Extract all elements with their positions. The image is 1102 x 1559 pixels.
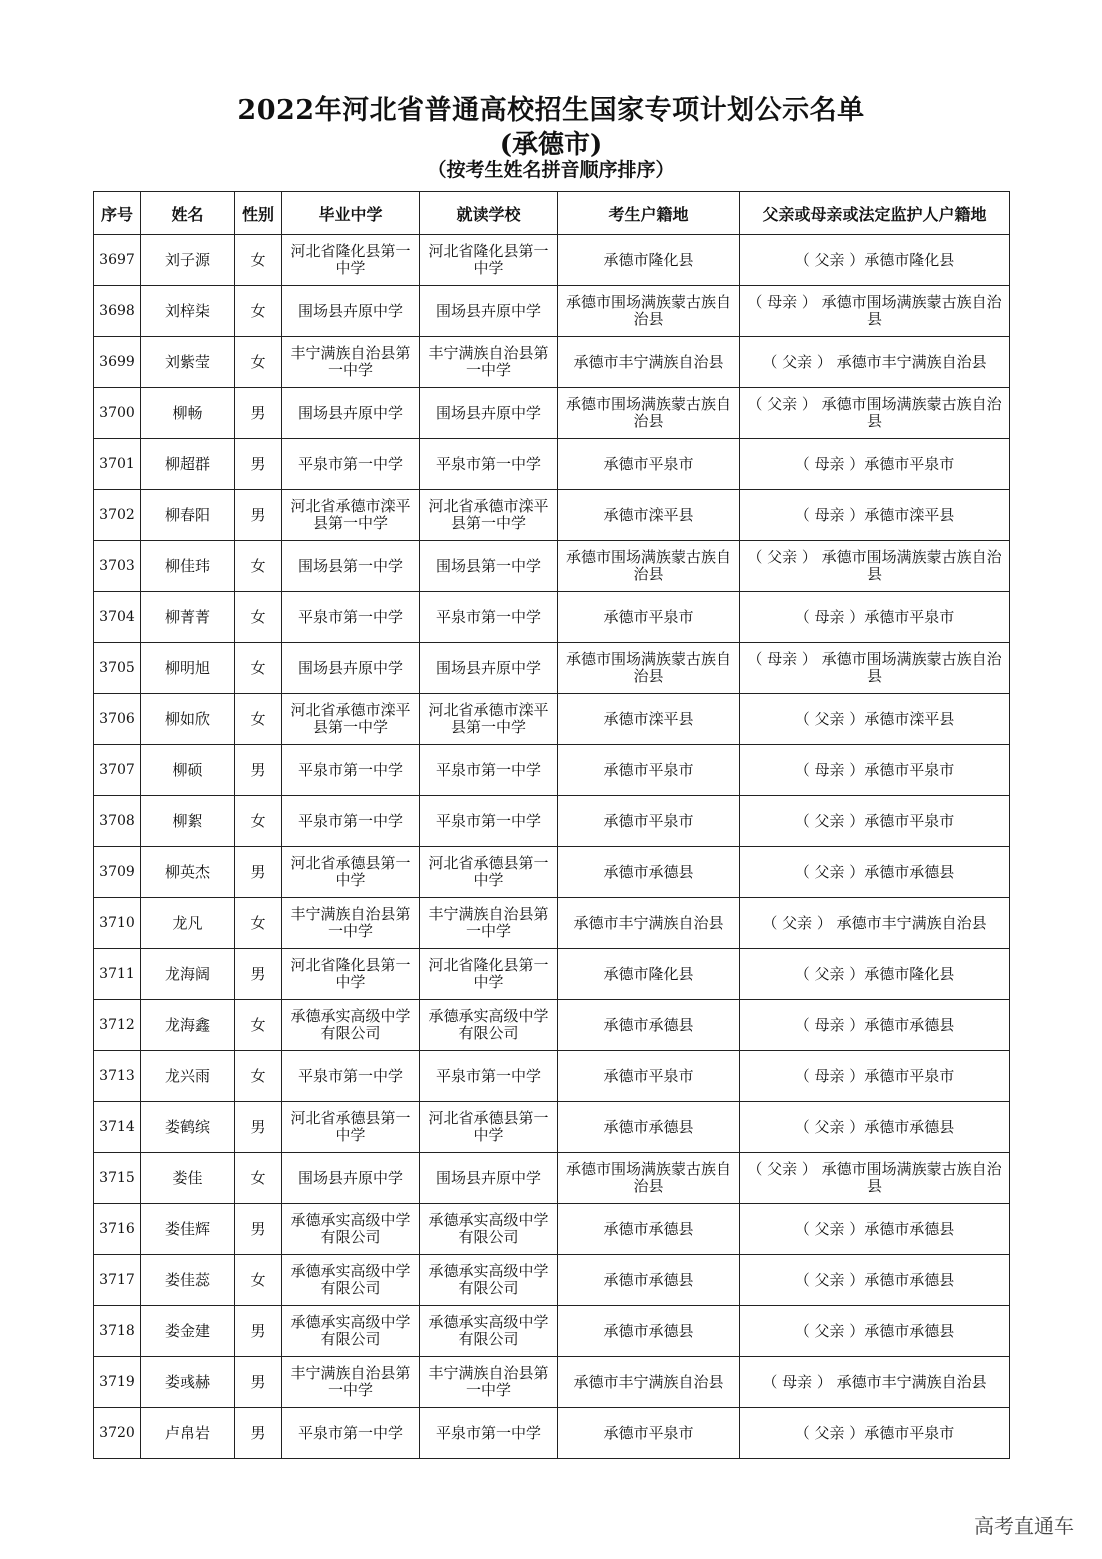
header-no: 序号: [94, 192, 141, 235]
cell-current-school: 围场县卉原中学: [420, 1153, 558, 1204]
cell-no: 3712: [94, 1000, 141, 1051]
cell-hukou: 承德市滦平县: [558, 490, 740, 541]
cell-name: 柳春阳: [141, 490, 235, 541]
cell-no: 3710: [94, 898, 141, 949]
table-row: [94, 1102, 1010, 1153]
cell-no: 3704: [94, 592, 141, 643]
cell-current-school: 围场县卉原中学: [420, 643, 558, 694]
cell-gender: 女: [235, 898, 282, 949]
cell-name: 柳超群: [141, 439, 235, 490]
cell-grad-school: 河北省承德市滦平县第一中学: [282, 694, 420, 745]
cell-grad-school: 围场县卉原中学: [282, 1153, 420, 1204]
cell-parent-hukou: （ 父亲 ） 承德市丰宁满族自治县: [740, 337, 1010, 388]
cell-grad-school: 河北省承德县第一中学: [282, 1102, 420, 1153]
cell-name: 刘紫莹: [141, 337, 235, 388]
cell-grad-school: 承德承实高级中学有限公司: [282, 1255, 420, 1306]
table-row: [94, 898, 1010, 949]
cell-name: 柳絮: [141, 796, 235, 847]
cell-name: 娄佳: [141, 1153, 235, 1204]
cell-no: 3702: [94, 490, 141, 541]
cell-gender: 男: [235, 388, 282, 439]
cell-current-school: 河北省隆化县第一中学: [420, 949, 558, 1000]
cell-hukou: 承德市滦平县: [558, 694, 740, 745]
cell-name: 娄金建: [141, 1306, 235, 1357]
cell-parent-hukou: （ 父亲 ）承德市承德县: [740, 1204, 1010, 1255]
cell-grad-school: 围场县卉原中学: [282, 388, 420, 439]
cell-current-school: 围场县卉原中学: [420, 388, 558, 439]
cell-current-school: 平泉市第一中学: [420, 796, 558, 847]
cell-current-school: 平泉市第一中学: [420, 1051, 558, 1102]
cell-no: 3715: [94, 1153, 141, 1204]
table-row: [94, 1357, 1010, 1408]
cell-name: 龙兴雨: [141, 1051, 235, 1102]
cell-gender: 男: [235, 1408, 282, 1459]
cell-name: 柳硕: [141, 745, 235, 796]
cell-current-school: 承德承实高级中学有限公司: [420, 1255, 558, 1306]
cell-current-school: 平泉市第一中学: [420, 439, 558, 490]
table-row: [94, 1306, 1010, 1357]
cell-no: 3713: [94, 1051, 141, 1102]
cell-gender: 女: [235, 1255, 282, 1306]
cell-grad-school: 围场县第一中学: [282, 541, 420, 592]
table-row: [94, 1000, 1010, 1051]
cell-no: 3709: [94, 847, 141, 898]
table-row: [94, 1204, 1010, 1255]
cell-no: 3706: [94, 694, 141, 745]
table-row: [94, 592, 1010, 643]
cell-hukou: 承德市围场满族蒙古族自治县: [558, 1153, 740, 1204]
cell-no: 3717: [94, 1255, 141, 1306]
cell-current-school: 河北省承德县第一中学: [420, 847, 558, 898]
cell-parent-hukou: （ 父亲 ）承德市隆化县: [740, 949, 1010, 1000]
cell-no: 3703: [94, 541, 141, 592]
cell-gender: 女: [235, 235, 282, 286]
table-row: [94, 286, 1010, 337]
cell-hukou: 承德市隆化县: [558, 949, 740, 1000]
cell-gender: 男: [235, 1306, 282, 1357]
cell-gender: 女: [235, 1051, 282, 1102]
cell-hukou: 承德市平泉市: [558, 439, 740, 490]
cell-no: 3714: [94, 1102, 141, 1153]
cell-current-school: 丰宁满族自治县第一中学: [420, 337, 558, 388]
cell-no: 3707: [94, 745, 141, 796]
table-row: [94, 949, 1010, 1000]
cell-parent-hukou: （ 母亲 ）承德市平泉市: [740, 745, 1010, 796]
cell-no: 3718: [94, 1306, 141, 1357]
cell-parent-hukou: （ 父亲 ）承德市隆化县: [740, 235, 1010, 286]
cell-parent-hukou: （ 父亲 ） 承德市围场满族蒙古族自治县: [740, 388, 1010, 439]
cell-gender: 男: [235, 1357, 282, 1408]
cell-parent-hukou: （ 母亲 ）承德市承德县: [740, 1000, 1010, 1051]
cell-parent-hukou: （ 母亲 ） 承德市围场满族蒙古族自治县: [740, 643, 1010, 694]
cell-hukou: 承德市承德县: [558, 1306, 740, 1357]
table-row: [94, 796, 1010, 847]
cell-grad-school: 平泉市第一中学: [282, 745, 420, 796]
cell-no: 3698: [94, 286, 141, 337]
cell-name: 卢帛岩: [141, 1408, 235, 1459]
cell-parent-hukou: （ 父亲 ） 承德市围场满族蒙古族自治县: [740, 541, 1010, 592]
cell-grad-school: 承德承实高级中学有限公司: [282, 1000, 420, 1051]
cell-name: 柳佳玮: [141, 541, 235, 592]
document-subtitle-city: (承德市): [499, 130, 603, 160]
table-row: [94, 541, 1010, 592]
roster-table: [93, 191, 1010, 1459]
cell-parent-hukou: （ 母亲 ）承德市平泉市: [740, 1051, 1010, 1102]
cell-hukou: 承德市承德县: [558, 1000, 740, 1051]
cell-name: 娄彧赫: [141, 1357, 235, 1408]
cell-current-school: 河北省承德市滦平县第一中学: [420, 694, 558, 745]
cell-parent-hukou: （ 父亲 ） 承德市丰宁满族自治县: [740, 898, 1010, 949]
cell-grad-school: 河北省隆化县第一中学: [282, 235, 420, 286]
cell-grad-school: 河北省承德市滦平县第一中学: [282, 490, 420, 541]
header-parent-hukou: 父亲或母亲或法定监护人户籍地: [740, 192, 1010, 235]
cell-gender: 女: [235, 1000, 282, 1051]
cell-gender: 男: [235, 439, 282, 490]
cell-grad-school: 丰宁满族自治县第一中学: [282, 337, 420, 388]
cell-gender: 男: [235, 1102, 282, 1153]
cell-name: 刘子源: [141, 235, 235, 286]
table-row: [94, 1255, 1010, 1306]
table-row: [94, 847, 1010, 898]
table-row: [94, 1153, 1010, 1204]
header-grad-school: 毕业中学: [282, 192, 420, 235]
cell-no: 3719: [94, 1357, 141, 1408]
header-name: 姓名: [141, 192, 235, 235]
table-row: [94, 745, 1010, 796]
cell-name: 娄佳蕊: [141, 1255, 235, 1306]
cell-gender: 男: [235, 490, 282, 541]
cell-gender: 男: [235, 949, 282, 1000]
cell-name: 柳菁菁: [141, 592, 235, 643]
cell-parent-hukou: （ 父亲 ）承德市承德县: [740, 847, 1010, 898]
cell-hukou: 承德市围场满族蒙古族自治县: [558, 643, 740, 694]
table-row: [94, 439, 1010, 490]
cell-hukou: 承德市丰宁满族自治县: [558, 1357, 740, 1408]
cell-current-school: 平泉市第一中学: [420, 592, 558, 643]
table-header-row: [94, 192, 1010, 235]
cell-gender: 女: [235, 541, 282, 592]
cell-no: 3699: [94, 337, 141, 388]
cell-name: 柳明旭: [141, 643, 235, 694]
cell-current-school: 河北省承德市滦平县第一中学: [420, 490, 558, 541]
cell-gender: 女: [235, 337, 282, 388]
cell-name: 龙凡: [141, 898, 235, 949]
table-row: [94, 235, 1010, 286]
cell-parent-hukou: （ 母亲 ） 承德市围场满族蒙古族自治县: [740, 286, 1010, 337]
cell-current-school: 丰宁满族自治县第一中学: [420, 1357, 558, 1408]
cell-grad-school: 平泉市第一中学: [282, 1408, 420, 1459]
cell-parent-hukou: （ 父亲 ）承德市承德县: [740, 1255, 1010, 1306]
cell-parent-hukou: （ 母亲 ） 承德市丰宁满族自治县: [740, 1357, 1010, 1408]
cell-parent-hukou: （ 母亲 ）承德市平泉市: [740, 439, 1010, 490]
table-row: [94, 337, 1010, 388]
cell-current-school: 承德承实高级中学有限公司: [420, 1204, 558, 1255]
cell-name: 柳畅: [141, 388, 235, 439]
cell-name: 龙海阔: [141, 949, 235, 1000]
cell-name: 娄佳辉: [141, 1204, 235, 1255]
document-subtitle-sort-note: （按考生姓名拼音顺序排序）: [427, 159, 675, 181]
cell-grad-school: 平泉市第一中学: [282, 1051, 420, 1102]
cell-no: 3701: [94, 439, 141, 490]
cell-gender: 女: [235, 592, 282, 643]
cell-no: 3708: [94, 796, 141, 847]
cell-hukou: 承德市承德县: [558, 1255, 740, 1306]
cell-hukou: 承德市承德县: [558, 1204, 740, 1255]
cell-grad-school: 河北省承德县第一中学: [282, 847, 420, 898]
table-row: [94, 1051, 1010, 1102]
cell-gender: 女: [235, 643, 282, 694]
cell-hukou: 承德市隆化县: [558, 235, 740, 286]
cell-grad-school: 平泉市第一中学: [282, 592, 420, 643]
cell-no: 3697: [94, 235, 141, 286]
cell-current-school: 河北省隆化县第一中学: [420, 235, 558, 286]
cell-hukou: 承德市围场满族蒙古族自治县: [558, 286, 740, 337]
cell-no: 3705: [94, 643, 141, 694]
cell-hukou: 承德市承德县: [558, 1102, 740, 1153]
table-row: [94, 1408, 1010, 1459]
cell-gender: 女: [235, 1153, 282, 1204]
table-row: [94, 388, 1010, 439]
cell-current-school: 河北省承德县第一中学: [420, 1102, 558, 1153]
cell-hukou: 承德市丰宁满族自治县: [558, 898, 740, 949]
cell-parent-hukou: （ 母亲 ）承德市滦平县: [740, 490, 1010, 541]
cell-gender: 女: [235, 694, 282, 745]
cell-grad-school: 平泉市第一中学: [282, 796, 420, 847]
cell-name: 娄鹤缤: [141, 1102, 235, 1153]
cell-parent-hukou: （ 父亲 ）承德市平泉市: [740, 1408, 1010, 1459]
cell-hukou: 承德市平泉市: [558, 1051, 740, 1102]
cell-hukou: 承德市围场满族蒙古族自治县: [558, 541, 740, 592]
header-gender: 性别: [235, 192, 282, 235]
cell-grad-school: 丰宁满族自治县第一中学: [282, 898, 420, 949]
cell-current-school: 平泉市第一中学: [420, 1408, 558, 1459]
cell-name: 柳如欣: [141, 694, 235, 745]
cell-current-school: 围场县第一中学: [420, 541, 558, 592]
cell-gender: 女: [235, 286, 282, 337]
cell-grad-school: 平泉市第一中学: [282, 439, 420, 490]
cell-name: 刘梓柒: [141, 286, 235, 337]
cell-grad-school: 承德承实高级中学有限公司: [282, 1204, 420, 1255]
cell-grad-school: 围场县卉原中学: [282, 643, 420, 694]
header-hukou: 考生户籍地: [558, 192, 740, 235]
cell-no: 3716: [94, 1204, 141, 1255]
cell-current-school: 平泉市第一中学: [420, 745, 558, 796]
cell-parent-hukou: （ 母亲 ）承德市平泉市: [740, 592, 1010, 643]
cell-hukou: 承德市平泉市: [558, 592, 740, 643]
cell-no: 3700: [94, 388, 141, 439]
table-row: [94, 694, 1010, 745]
cell-current-school: 承德承实高级中学有限公司: [420, 1306, 558, 1357]
cell-parent-hukou: （ 父亲 ）承德市平泉市: [740, 796, 1010, 847]
cell-parent-hukou: （ 父亲 ）承德市承德县: [740, 1306, 1010, 1357]
table-row: [94, 643, 1010, 694]
document-title: 2022年河北省普通高校招生国家专项计划公示名单: [237, 95, 865, 126]
cell-current-school: 承德承实高级中学有限公司: [420, 1000, 558, 1051]
cell-name: 龙海鑫: [141, 1000, 235, 1051]
cell-parent-hukou: （ 父亲 ）承德市滦平县: [740, 694, 1010, 745]
cell-grad-school: 围场县卉原中学: [282, 286, 420, 337]
watermark-text: 高考直通车: [974, 1514, 1074, 1538]
cell-hukou: 承德市承德县: [558, 847, 740, 898]
cell-name: 柳英杰: [141, 847, 235, 898]
cell-gender: 男: [235, 1204, 282, 1255]
header-current-school: 就读学校: [420, 192, 558, 235]
cell-grad-school: 河北省隆化县第一中学: [282, 949, 420, 1000]
cell-gender: 女: [235, 796, 282, 847]
cell-hukou: 承德市围场满族蒙古族自治县: [558, 388, 740, 439]
cell-no: 3711: [94, 949, 141, 1000]
cell-hukou: 承德市丰宁满族自治县: [558, 337, 740, 388]
table-row: [94, 490, 1010, 541]
cell-gender: 男: [235, 745, 282, 796]
cell-hukou: 承德市平泉市: [558, 1408, 740, 1459]
cell-no: 3720: [94, 1408, 141, 1459]
cell-hukou: 承德市平泉市: [558, 745, 740, 796]
cell-parent-hukou: （ 父亲 ）承德市承德县: [740, 1102, 1010, 1153]
cell-parent-hukou: （ 父亲 ） 承德市围场满族蒙古族自治县: [740, 1153, 1010, 1204]
cell-grad-school: 承德承实高级中学有限公司: [282, 1306, 420, 1357]
cell-current-school: 围场县卉原中学: [420, 286, 558, 337]
cell-grad-school: 丰宁满族自治县第一中学: [282, 1357, 420, 1408]
cell-current-school: 丰宁满族自治县第一中学: [420, 898, 558, 949]
cell-hukou: 承德市平泉市: [558, 796, 740, 847]
cell-gender: 男: [235, 847, 282, 898]
